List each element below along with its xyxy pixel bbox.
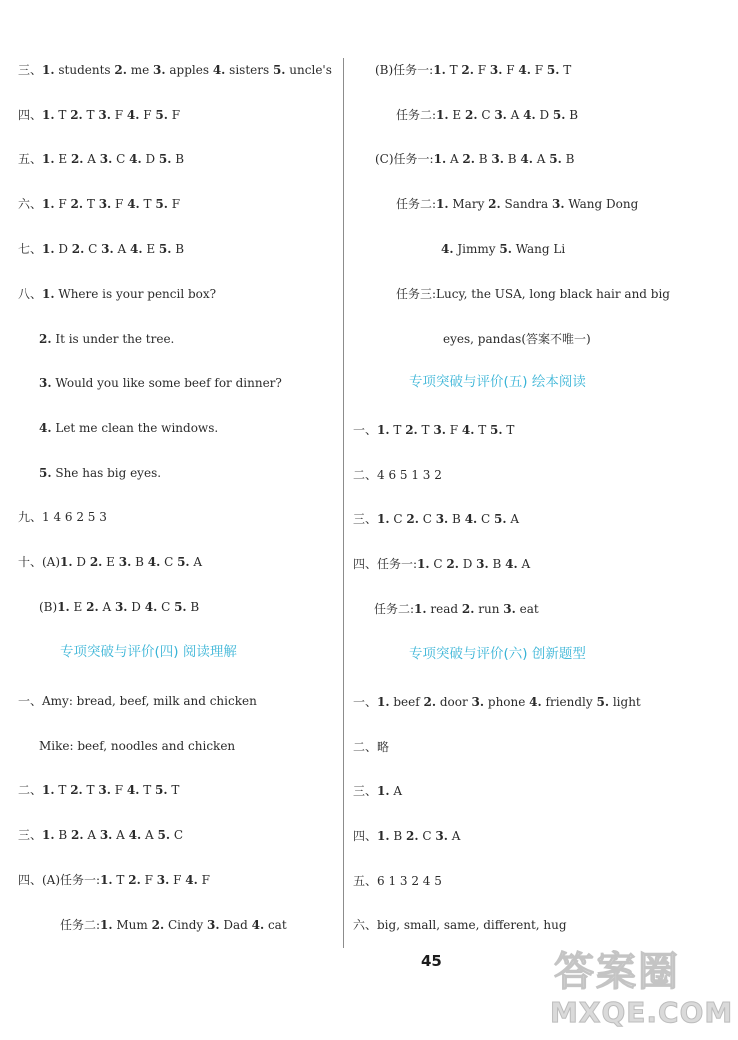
answer-line: 任务二:1. read 2. run 3. eat [374,602,539,616]
watermark-logo [548,940,733,1036]
answer-line: 四、1. T 2. T 3. F 4. F 5. F [18,108,181,122]
answer-line: 一、1. T 2. T 3. F 4. T 5. T [353,423,515,437]
answer-line: 三、1. B 2. A 3. A 4. A 5. C [18,828,184,842]
answer-line: 一、Amy: bread, beef, milk and chicken [18,694,257,708]
answer-line: 任务二:1. Mary 2. Sandra 3. Wang Dong [396,197,639,211]
answer-line: 二、4 6 5 1 3 2 [353,468,442,482]
answer-line: 五、6 1 3 2 4 5 [353,874,442,888]
answer-line: (B)1. E 2. A 3. D 4. C 5. B [39,600,200,614]
answer-line: 八、1. Where is your pencil box? [18,287,217,301]
page-number: 45 [421,952,442,970]
answer-line: 六、big, small, same, different, hug [353,918,567,932]
answer-line: 三、1. A [353,784,403,798]
answer-line: 任务二:1. E 2. C 3. A 4. D 5. B [396,108,579,122]
answer-line: 4. Let me clean the windows. [39,421,219,435]
answer-line: 3. Would you like some beef for dinner? [39,376,282,390]
answer-line: 六、1. F 2. T 3. F 4. T 5. F [18,197,181,211]
section-heading: 专项突破与评价(五) 绘本阅读 [409,374,586,390]
answer-line: 十、(A)1. D 2. E 3. B 4. C 5. A [18,555,203,569]
answer-line: 七、1. D 2. C 3. A 4. E 5. B [18,242,185,256]
section-heading: 专项突破与评价(六) 创新题型 [409,646,586,662]
answer-line: eyes, pandas(答案不唯一) [443,332,591,346]
answer-line: 四、任务一:1. C 2. D 3. B 4. A [353,557,531,571]
column-divider [343,58,344,948]
answer-line: 二、略 [353,740,390,754]
answer-line: 四、(A)任务一:1. T 2. F 3. F 4. F [18,873,210,887]
answer-line: 二、1. T 2. T 3. F 4. T 5. T [18,783,180,797]
answer-line: 2. It is under the tree. [39,332,175,346]
answer-line: 四、1. B 2. C 3. A [353,829,461,843]
answer-line: 5. She has big eyes. [39,466,162,480]
answer-line: (C)任务一:1. A 2. B 3. B 4. A 5. B [375,152,575,166]
answer-line: 三、1. C 2. C 3. B 4. C 5. A [353,512,520,526]
answer-line: 九、1 4 6 2 5 3 [18,510,107,524]
answer-line: (B)任务一:1. T 2. F 3. F 4. F 5. T [375,63,572,77]
answer-line: 任务二:1. Mum 2. Cindy 3. Dad 4. cat [60,918,287,932]
watermark-url: MXQE.COM [550,996,734,1029]
answer-line: 一、1. beef 2. door 3. phone 4. friendly 5. light [353,695,641,709]
answer-line: 4. Jimmy 5. Wang Li [441,242,566,256]
watermark-title: 答案圈 [554,949,680,995]
answer-line: 五、1. E 2. A 3. C 4. D 5. B [18,152,185,166]
answer-line: Mike: beef, noodles and chicken [39,739,236,753]
answer-line: 任务三:Lucy, the USA, long black hair and big [396,287,670,301]
answer-line: 三、1. students 2. me 3. apples 4. sisters 5. uncle's [18,63,332,77]
section-heading: 专项突破与评价(四) 阅读理解 [60,644,237,660]
